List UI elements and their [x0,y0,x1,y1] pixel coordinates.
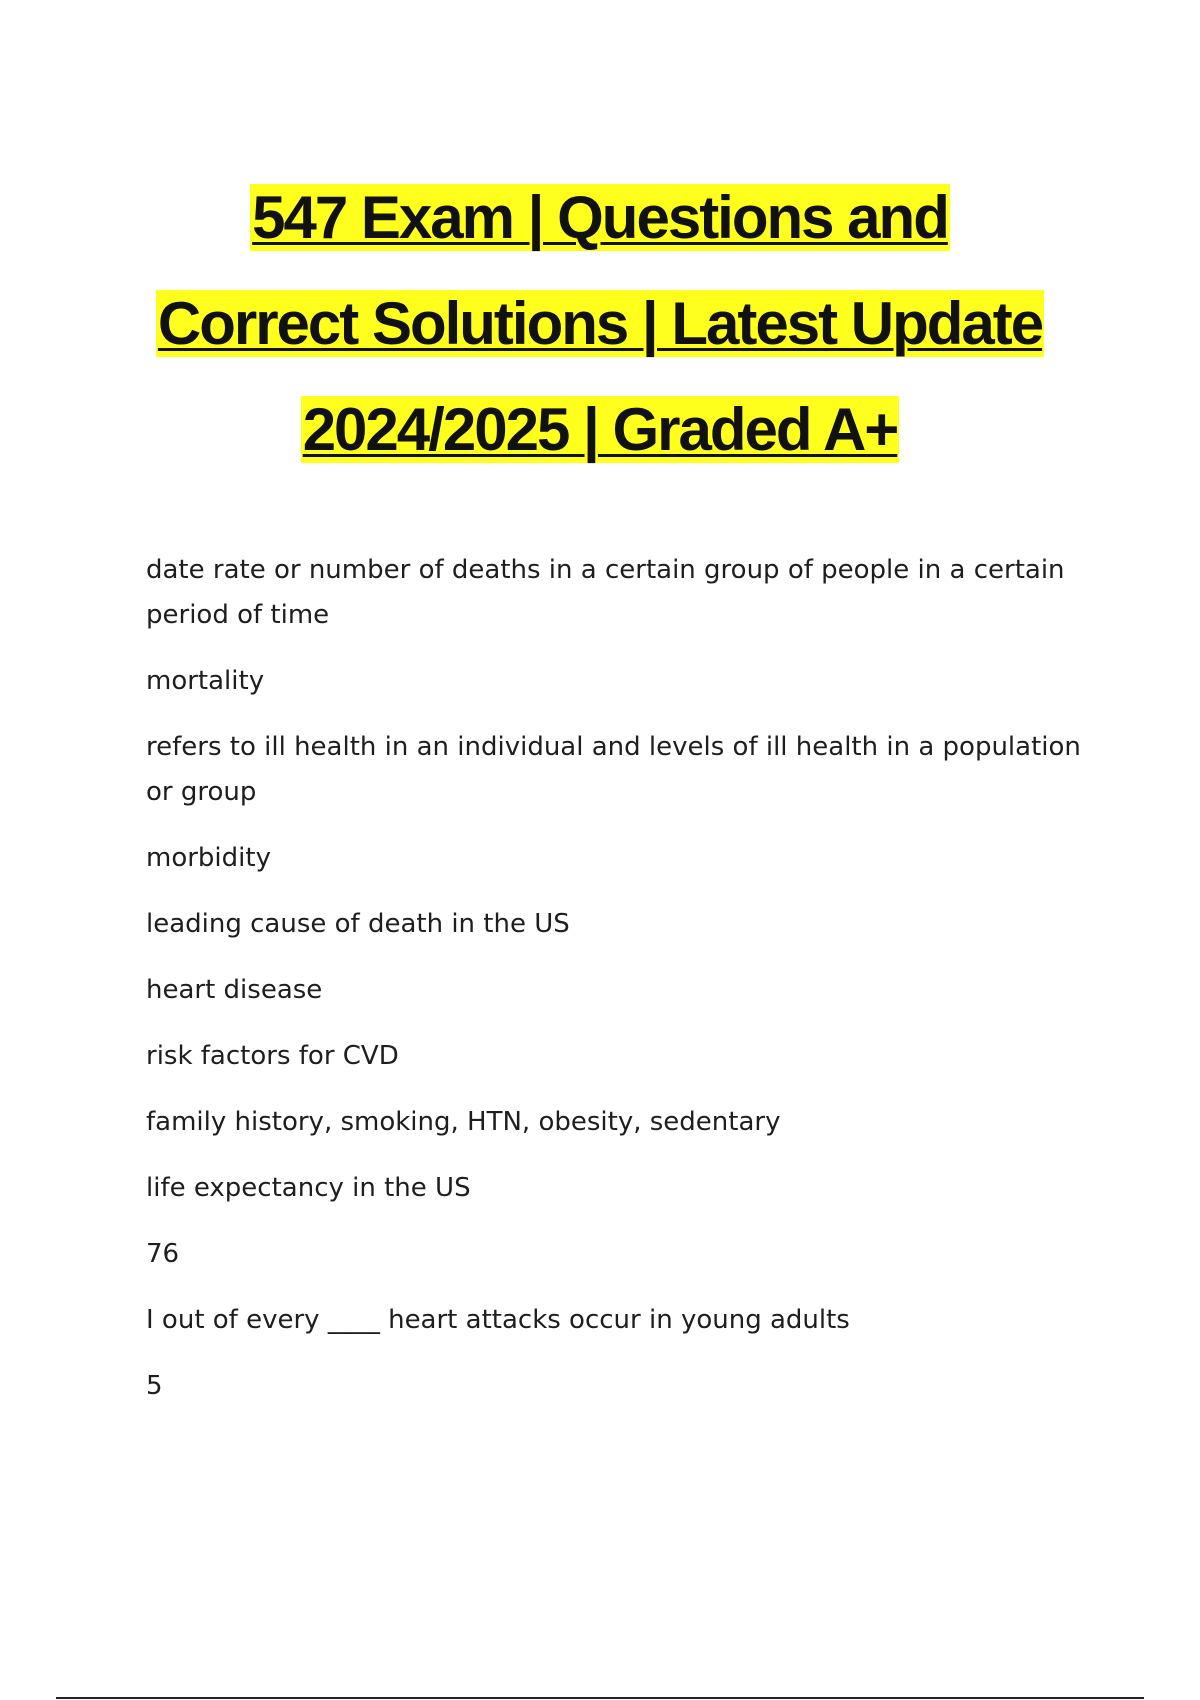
title-line [0,377,1200,483]
answer-text: 5 [146,1371,163,1401]
question-text: I out of every ____ heart attacks occur in young adults [146,1305,850,1335]
question-text: risk factors for CVD [146,1041,399,1071]
question-text: refers to ill health in an individual and levels of ill health in a population or group [146,732,1081,807]
answer-text: 76 [146,1239,180,1269]
title-line-text: Correct Solutions | Latest Update [157,290,1043,357]
answer-text: family history, smoking, HTN, obesity, sedentary [146,1107,781,1137]
page-bottom-rule [56,1697,1144,1699]
question-text: date rate or number of deaths in a certain group of people in a certain period of time [146,555,1065,630]
question-text: leading cause of death in the US [146,909,570,939]
answer-text: mortality [146,666,265,696]
title-line [0,165,1200,271]
answer-text: morbidity [146,843,271,873]
document-title [0,165,1200,483]
answer-text: heart disease [146,975,323,1005]
title-line [0,271,1200,377]
title-line-text: 2024/2025 | Graded A+ [302,396,898,463]
question-answer-list [146,548,1106,1430]
question-text: life expectancy in the US [146,1173,471,1203]
title-line-text: 547 Exam | Questions and [252,184,948,251]
